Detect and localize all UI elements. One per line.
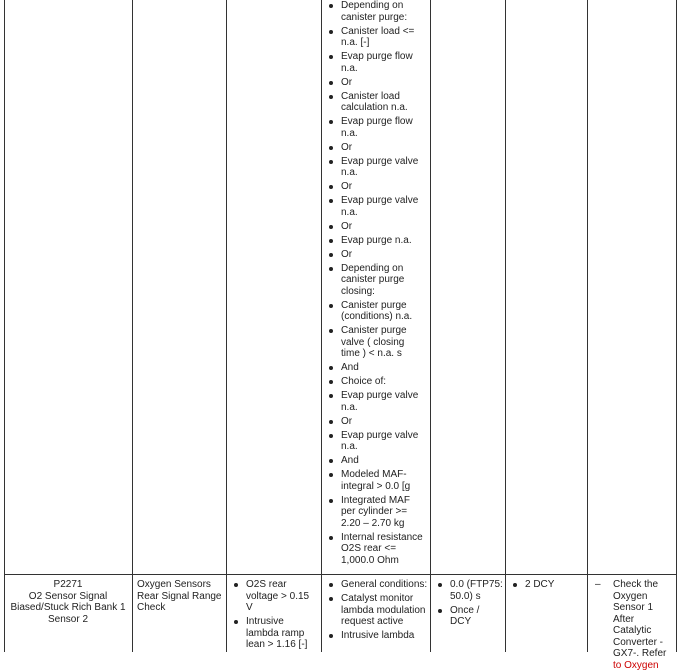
- monitor-name-cell: [137, 579, 223, 614]
- time-required-list: [435, 579, 503, 628]
- condition-item: Or: [326, 416, 426, 428]
- condition-item: And: [326, 362, 426, 374]
- secondary-cell: [326, 579, 428, 644]
- table-border-right: [676, 0, 677, 652]
- column-divider: [226, 0, 227, 652]
- condition-item: Evap purge flow n.a.: [326, 51, 426, 74]
- condition-item: Evap purge valve n.a.: [326, 156, 426, 179]
- condition-item: Evap purge valve n.a.: [326, 390, 426, 413]
- dtc-description: O2 Sensor Signal Biased/Stuck Rich Bank 1 Sensor 2: [10, 590, 126, 625]
- threshold-item: Intrusive lambda ramp lean > 1.16 [-]: [231, 616, 317, 651]
- notes-cell: [591, 579, 675, 671]
- condition-item: Evap purge valve n.a.: [326, 195, 426, 218]
- notes-item: [591, 579, 675, 671]
- condition-item: Or: [326, 249, 426, 261]
- mil-cell: [510, 579, 585, 593]
- condition-item: Depending on canister purge closing:: [326, 263, 426, 298]
- condition-item: Canister purge valve ( closing time ) < n.a. s: [326, 325, 426, 360]
- mil-illumination-list: [510, 579, 585, 591]
- condition-item: Integrated MAF per cylinder >= 2.20 – 2.70 kg: [326, 495, 426, 530]
- condition-item: Evap purge valve n.a.: [326, 430, 426, 453]
- secondary-item: Intrusive lambda: [326, 630, 428, 642]
- condition-item: Or: [326, 77, 426, 89]
- threshold-item: O2S rear voltage > 0.15 V: [231, 579, 317, 614]
- condition-item: Depending on canister purge:: [326, 0, 426, 23]
- condition-item: Evap purge n.a.: [326, 235, 426, 247]
- time-required-cell: [435, 579, 503, 630]
- monitor-name: Oxygen Sensors Rear Signal Range Check: [137, 579, 222, 613]
- column-divider: [321, 0, 322, 652]
- thresholds-list: [231, 579, 317, 651]
- condition-item: Or: [326, 221, 426, 233]
- condition-item: Canister load <= n.a. [-]: [326, 26, 426, 49]
- condition-item: Or: [326, 181, 426, 193]
- mil-item: 2 DCY: [510, 579, 585, 591]
- row-divider: [4, 574, 677, 575]
- enable-conditions-list: [326, 0, 426, 566]
- table-border-left: [4, 0, 5, 652]
- secondary-item: Catalyst monitor lambda modulation request active: [326, 593, 428, 628]
- condition-item: Canister purge (conditions) n.a.: [326, 300, 426, 323]
- condition-item: Modeled MAF-integral > 0.0 [g: [326, 469, 426, 492]
- notes-text: Check the Oxygen Sensor 1 After Catalytic Converter - GX7-. Refer: [613, 579, 667, 659]
- notes-link[interactable]: to Oxygen: [613, 659, 659, 671]
- secondary-list: [326, 579, 428, 642]
- thresholds-cell: [231, 579, 317, 653]
- secondary-item: General conditions:: [326, 579, 428, 591]
- enable-conditions-cell: [326, 0, 426, 569]
- column-divider: [587, 0, 588, 652]
- condition-item: Or: [326, 142, 426, 154]
- condition-item: Evap purge flow n.a.: [326, 116, 426, 139]
- condition-item: Internal resistance O2S rear <= 1,000.0 Ohm: [326, 532, 426, 567]
- dtc-code: P2271: [53, 579, 83, 590]
- condition-item: And: [326, 455, 426, 467]
- condition-item: Choice of:: [326, 376, 426, 388]
- time-required-item: 0.0 (FTP75: 50.0) s: [435, 579, 503, 602]
- column-divider: [132, 0, 133, 652]
- condition-item: Canister load calculation n.a.: [326, 91, 426, 114]
- dtc-cell: [6, 579, 130, 625]
- column-divider: [430, 0, 431, 652]
- column-divider: [505, 0, 506, 652]
- time-required-item: Once / DCY: [435, 605, 503, 628]
